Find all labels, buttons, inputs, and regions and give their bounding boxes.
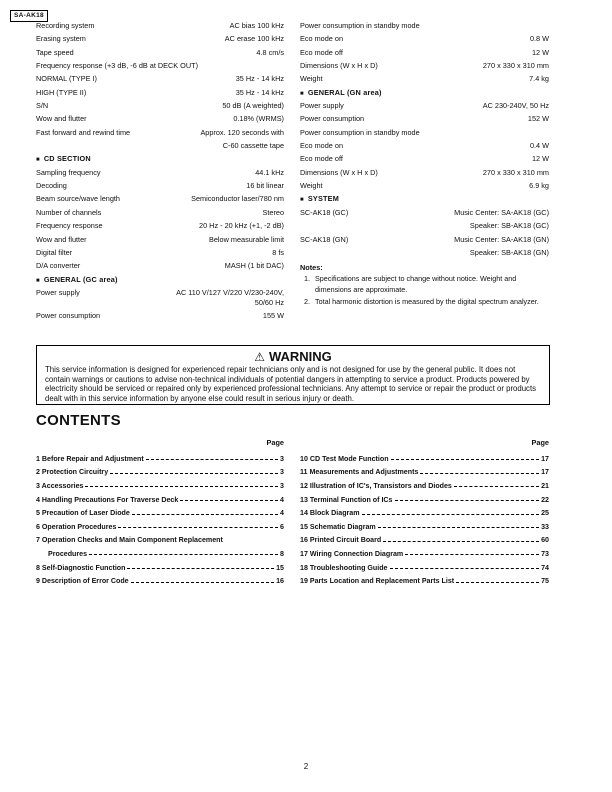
spec-value: AC 110 V/127 V/220 V/230-240V, 50/60 Hz bbox=[176, 287, 284, 307]
spec-value: Music Center: SA-AK18 (GN) bbox=[454, 234, 549, 244]
toc-entry-title: Procedures bbox=[48, 549, 88, 558]
spec-value: 35 Hz - 14 kHz bbox=[235, 74, 284, 84]
spec-row bbox=[36, 192, 284, 205]
gn-specs bbox=[300, 99, 549, 192]
gn-section-heading bbox=[300, 86, 549, 99]
cd-section-title: CD SECTION bbox=[43, 154, 91, 164]
spec-row bbox=[36, 233, 284, 246]
spec-row bbox=[300, 206, 549, 219]
toc-leader bbox=[146, 459, 278, 460]
spec-value: 8 fs bbox=[272, 247, 284, 257]
spec-row bbox=[300, 246, 549, 259]
toc-leader bbox=[131, 582, 274, 583]
toc-left-column bbox=[36, 436, 284, 588]
warning-box bbox=[36, 345, 550, 405]
toc-entry-page: 4 bbox=[280, 509, 284, 518]
spec-value: Music Center: SA-AK18 (GC) bbox=[454, 207, 549, 217]
toc-entry[interactable] bbox=[300, 561, 549, 575]
toc-entry-title: 2 Protection Circuitry bbox=[36, 468, 109, 477]
gc-power-specs bbox=[300, 19, 549, 86]
spec-row bbox=[300, 126, 549, 139]
toc-entry-title: 1 Before Repair and Adjustment bbox=[36, 454, 144, 463]
toc-leader bbox=[180, 500, 278, 501]
spec-row bbox=[36, 19, 284, 32]
model-tag: SA-AK18 bbox=[10, 10, 48, 22]
spec-label: Power supply bbox=[300, 101, 344, 111]
spec-row bbox=[36, 99, 284, 112]
toc-entry[interactable] bbox=[36, 479, 284, 493]
toc-entry-page: 3 bbox=[280, 468, 284, 477]
cd-section-heading bbox=[36, 152, 284, 165]
toc-entry-page: 15 bbox=[276, 563, 284, 572]
toc-entry[interactable] bbox=[300, 574, 549, 588]
spec-label: Weight bbox=[300, 74, 323, 84]
toc-entry-title: 6 Operation Procedures bbox=[36, 522, 117, 531]
toc-entry[interactable] bbox=[36, 547, 284, 561]
section-bullet-icon: ■ bbox=[300, 90, 304, 97]
toc-entry[interactable] bbox=[36, 520, 284, 534]
toc-entry[interactable] bbox=[36, 493, 284, 507]
toc-entry-title: 15 Schematic Diagram bbox=[300, 522, 376, 531]
gc-specs bbox=[36, 286, 284, 323]
spec-row bbox=[300, 99, 549, 112]
notes-list bbox=[300, 274, 549, 308]
spec-label: SC-AK18 (GC) bbox=[300, 207, 349, 217]
toc-entry-title: 10 CD Test Mode Function bbox=[300, 454, 389, 463]
toc-entry[interactable] bbox=[300, 466, 549, 480]
toc-entry[interactable] bbox=[36, 574, 284, 588]
spec-label: Wow and flutter bbox=[36, 114, 87, 124]
spec-value: 0.4 W bbox=[529, 141, 549, 151]
spec-label: Tape speed bbox=[36, 47, 74, 57]
toc-leader bbox=[420, 473, 539, 474]
spec-row bbox=[36, 166, 284, 179]
toc-entry-page: 60 bbox=[541, 536, 549, 545]
spec-label: Sampling frequency bbox=[36, 167, 101, 177]
spec-row bbox=[300, 112, 549, 125]
toc-leader bbox=[395, 500, 540, 501]
gc-section-title: GENERAL (GC area) bbox=[43, 274, 118, 284]
spec-row bbox=[300, 152, 549, 165]
toc-leader bbox=[127, 568, 274, 569]
spec-value: Approx. 120 seconds with bbox=[200, 127, 284, 137]
toc-leader bbox=[383, 541, 539, 542]
toc-entry-title: 9 Description of Error Code bbox=[36, 577, 129, 586]
toc-entry-title: 19 Parts Location and Replacement Parts List bbox=[300, 577, 455, 586]
toc-entry-title: 17 Wiring Connection Diagram bbox=[300, 549, 404, 558]
note-number: 1. bbox=[304, 274, 310, 284]
spec-label: Decoding bbox=[36, 181, 67, 191]
toc-entry[interactable] bbox=[300, 520, 549, 534]
spec-label: Erasing system bbox=[36, 34, 86, 44]
spec-row bbox=[300, 219, 549, 232]
spec-value: 12 W bbox=[531, 154, 549, 164]
toc-leader bbox=[89, 554, 278, 555]
spec-value: 44.1 kHz bbox=[255, 167, 284, 177]
note-item bbox=[300, 274, 549, 295]
toc-entry[interactable] bbox=[300, 493, 549, 507]
specs-right-column bbox=[300, 19, 549, 310]
warning-heading bbox=[37, 348, 549, 365]
spec-row bbox=[36, 206, 284, 219]
spec-row bbox=[36, 46, 284, 59]
spec-row bbox=[300, 72, 549, 85]
spec-row bbox=[36, 246, 284, 259]
spec-row bbox=[300, 59, 549, 72]
spec-row bbox=[300, 233, 549, 246]
toc-page-label: Page bbox=[531, 438, 549, 447]
toc-leader bbox=[405, 554, 539, 555]
spec-row bbox=[36, 32, 284, 45]
toc-entry-page: 6 bbox=[280, 522, 284, 531]
toc-entry-title: 3 Accessories bbox=[36, 481, 84, 490]
spec-label: Fast forward and rewind time bbox=[36, 127, 131, 137]
spec-label: Dimensions (W x H x D) bbox=[300, 61, 378, 71]
toc-entry[interactable] bbox=[300, 534, 549, 548]
spec-label: Wow and flutter bbox=[36, 234, 87, 244]
spec-row bbox=[300, 46, 549, 59]
spec-value: Speaker: SB-AK18 (GN) bbox=[469, 247, 549, 257]
spec-label: Weight bbox=[300, 181, 323, 191]
spec-value: 152 W bbox=[527, 114, 549, 124]
toc-entry[interactable] bbox=[36, 534, 284, 548]
toc-entry[interactable] bbox=[36, 452, 284, 466]
spec-row bbox=[300, 139, 549, 152]
toc-entry[interactable] bbox=[300, 452, 549, 466]
system-section-heading bbox=[300, 192, 549, 205]
spec-row bbox=[36, 259, 284, 272]
spec-row bbox=[300, 166, 549, 179]
spec-value: 4.8 cm/s bbox=[256, 47, 284, 57]
toc-entry[interactable] bbox=[36, 466, 284, 480]
spec-row bbox=[36, 286, 284, 309]
toc-entry-title: 12 Illustration of IC's, Transistors and Diodes bbox=[300, 481, 452, 490]
warning-text: This service information is designed for experienced repair technicians only and is not designed for use by the general public. It does not contain warnings or cautions to advise non-technical individuals of potential dangers in attempting to service a product. Products powered by electricity should be serviced or repaired only by experienced professional technicians. Any attempt to service or repair the product or products dealt with in this service information by anyone else could result in serious injury or death. bbox=[45, 365, 537, 404]
toc-entry-page: 8 bbox=[280, 549, 284, 558]
note-item bbox=[300, 297, 549, 308]
spec-value: 270 x 330 x 310 mm bbox=[482, 61, 549, 71]
specs-left-column bbox=[36, 19, 284, 323]
spec-row bbox=[36, 139, 284, 152]
toc-entry-page: 73 bbox=[541, 549, 549, 558]
spec-row bbox=[300, 19, 549, 32]
spec-value: 35 Hz - 14 kHz bbox=[235, 87, 284, 97]
toc-entry[interactable] bbox=[300, 506, 549, 520]
spec-value: 12 W bbox=[531, 47, 549, 57]
warning-title: WARNING bbox=[268, 349, 332, 364]
spec-label: Power consumption in standby mode bbox=[300, 21, 420, 30]
system-specs bbox=[300, 206, 549, 259]
toc-entry[interactable] bbox=[300, 479, 549, 493]
spec-row bbox=[36, 72, 284, 85]
spec-label: Dimensions (W x H x D) bbox=[300, 167, 378, 177]
spec-row bbox=[300, 179, 549, 192]
toc-entry-title: 5 Precaution of Laser Diode bbox=[36, 509, 130, 518]
spec-row bbox=[36, 59, 284, 72]
toc-entry[interactable] bbox=[36, 506, 284, 520]
note-number: 2. bbox=[304, 297, 310, 307]
page-number: 2 bbox=[303, 762, 309, 771]
section-bullet-icon: ■ bbox=[36, 277, 40, 284]
spec-value: 7.4 kg bbox=[529, 74, 549, 84]
spec-value: 0.18% (WRMS) bbox=[233, 114, 284, 124]
spec-row bbox=[300, 32, 549, 45]
cd-specs bbox=[36, 166, 284, 273]
toc-entry-page: 17 bbox=[541, 468, 549, 477]
toc-entry-page: 21 bbox=[541, 481, 549, 490]
toc-leader bbox=[110, 473, 278, 474]
toc-leader bbox=[456, 582, 539, 583]
spec-value: 20 Hz - 20 kHz (+1, -2 dB) bbox=[199, 221, 284, 231]
spec-value: 6.9 kg bbox=[529, 181, 549, 191]
toc-leader bbox=[85, 486, 278, 487]
toc-entry-title: 7 Operation Checks and Main Component Replacement bbox=[36, 536, 223, 545]
spec-label: D/A converter bbox=[36, 261, 81, 271]
spec-label: HIGH (TYPE II) bbox=[36, 87, 87, 97]
spec-label: Recording system bbox=[36, 21, 95, 30]
toc-entry-title: 4 Handling Precautions For Traverse Deck bbox=[36, 495, 179, 504]
spec-value: Stereo bbox=[262, 207, 284, 217]
spec-label: Power consumption in standby mode bbox=[300, 127, 420, 137]
spec-label: Digital filter bbox=[36, 247, 73, 257]
spec-row bbox=[36, 219, 284, 232]
section-bullet-icon: ■ bbox=[36, 157, 40, 164]
spec-label: Power consumption bbox=[300, 114, 365, 124]
note-text: Total harmonic distortion is measured by the digital spectrum analyzer. bbox=[315, 297, 539, 307]
spec-value: Semiconductor laser/780 nm bbox=[191, 194, 284, 204]
spec-value: AC erase 100 kHz bbox=[224, 34, 284, 44]
toc-entry-page: 17 bbox=[541, 454, 549, 463]
toc-right-column bbox=[300, 436, 549, 588]
spec-label: Eco mode off bbox=[300, 154, 343, 164]
spec-label: Eco mode off bbox=[300, 47, 343, 57]
spec-value: Speaker: SB-AK18 (GC) bbox=[469, 221, 549, 231]
toc-entry-page: 25 bbox=[541, 509, 549, 518]
toc-entry-page: 3 bbox=[280, 454, 284, 463]
spec-label: NORMAL (TYPE I) bbox=[36, 74, 97, 84]
spec-value: 50 dB (A weighted) bbox=[222, 101, 284, 111]
toc-entry-page: 22 bbox=[541, 495, 549, 504]
section-bullet-icon: ■ bbox=[300, 197, 304, 204]
tape-specs bbox=[36, 19, 284, 152]
toc-entry-page: 4 bbox=[280, 495, 284, 504]
spec-value: 16 bit linear bbox=[246, 181, 284, 191]
toc-left-list bbox=[36, 452, 284, 588]
spec-value: Below measurable limit bbox=[208, 234, 284, 244]
spec-label: Number of channels bbox=[36, 207, 102, 217]
system-section-title: SYSTEM bbox=[307, 194, 340, 204]
toc-entry-page: 16 bbox=[276, 577, 284, 586]
spec-row bbox=[36, 179, 284, 192]
toc-leader bbox=[454, 486, 539, 487]
toc-entry[interactable] bbox=[36, 561, 284, 575]
toc-entry-title: 13 Terminal Function of ICs bbox=[300, 495, 393, 504]
spec-value: C-60 cassette tape bbox=[222, 141, 284, 151]
toc-leader bbox=[391, 459, 540, 460]
spec-label: Beam source/wave length bbox=[36, 194, 120, 204]
toc-entry-title: 11 Measurements and Adjustments bbox=[300, 468, 419, 477]
toc-leader bbox=[362, 514, 540, 515]
toc-entry-page: 33 bbox=[541, 522, 549, 531]
toc-entry-page: 3 bbox=[280, 481, 284, 490]
notes-title: Notes: bbox=[300, 263, 323, 273]
toc-right-list bbox=[300, 452, 549, 588]
toc-entry-page: 75 bbox=[541, 577, 549, 586]
contents-title: CONTENTS bbox=[36, 412, 121, 429]
spec-value: AC bias 100 kHz bbox=[229, 21, 284, 30]
toc-entry-page: 74 bbox=[541, 563, 549, 572]
spec-row bbox=[36, 126, 284, 139]
gn-section-title: GENERAL (GN area) bbox=[307, 87, 382, 97]
spec-label: SC-AK18 (GN) bbox=[300, 234, 349, 244]
spec-label: Frequency response bbox=[36, 221, 103, 231]
spec-label: S/N bbox=[36, 101, 49, 111]
gc-section-heading bbox=[36, 273, 284, 286]
spec-value: AC 230-240V, 50 Hz bbox=[482, 101, 549, 111]
toc-entry[interactable] bbox=[300, 547, 549, 561]
toc-entry-title: 8 Self-Diagnostic Function bbox=[36, 563, 126, 572]
spec-label: Power supply bbox=[36, 287, 80, 297]
toc-leader bbox=[378, 527, 539, 528]
spec-label: Eco mode on bbox=[300, 141, 343, 151]
toc-entry-title: 18 Troubleshooting Guide bbox=[300, 563, 388, 572]
spec-label: Power consumption bbox=[36, 311, 101, 321]
toc-leader bbox=[132, 514, 278, 515]
spec-value: 0.8 W bbox=[529, 34, 549, 44]
spec-label: Eco mode on bbox=[300, 34, 343, 44]
toc-entry-title: 16 Printed Circuit Board bbox=[300, 536, 382, 545]
spec-value: 270 x 330 x 310 mm bbox=[482, 167, 549, 177]
spec-row bbox=[36, 112, 284, 125]
toc-entry-title: 14 Block Diagram bbox=[300, 509, 360, 518]
spec-value: MASH (1 bit DAC) bbox=[224, 261, 284, 271]
toc-leader bbox=[118, 527, 278, 528]
spec-value: 155 W bbox=[262, 311, 284, 321]
warning-triangle-icon: ⚠ bbox=[254, 350, 265, 364]
spec-row bbox=[36, 86, 284, 99]
spec-row bbox=[36, 309, 284, 322]
toc-leader bbox=[390, 568, 540, 569]
toc-page-label: Page bbox=[266, 438, 284, 447]
note-text: Specifications are subject to change without notice. Weight and dimensions are approximate. bbox=[315, 274, 517, 294]
spec-label: Frequency response (+3 dB, -6 dB at DECK OUT) bbox=[36, 61, 199, 71]
